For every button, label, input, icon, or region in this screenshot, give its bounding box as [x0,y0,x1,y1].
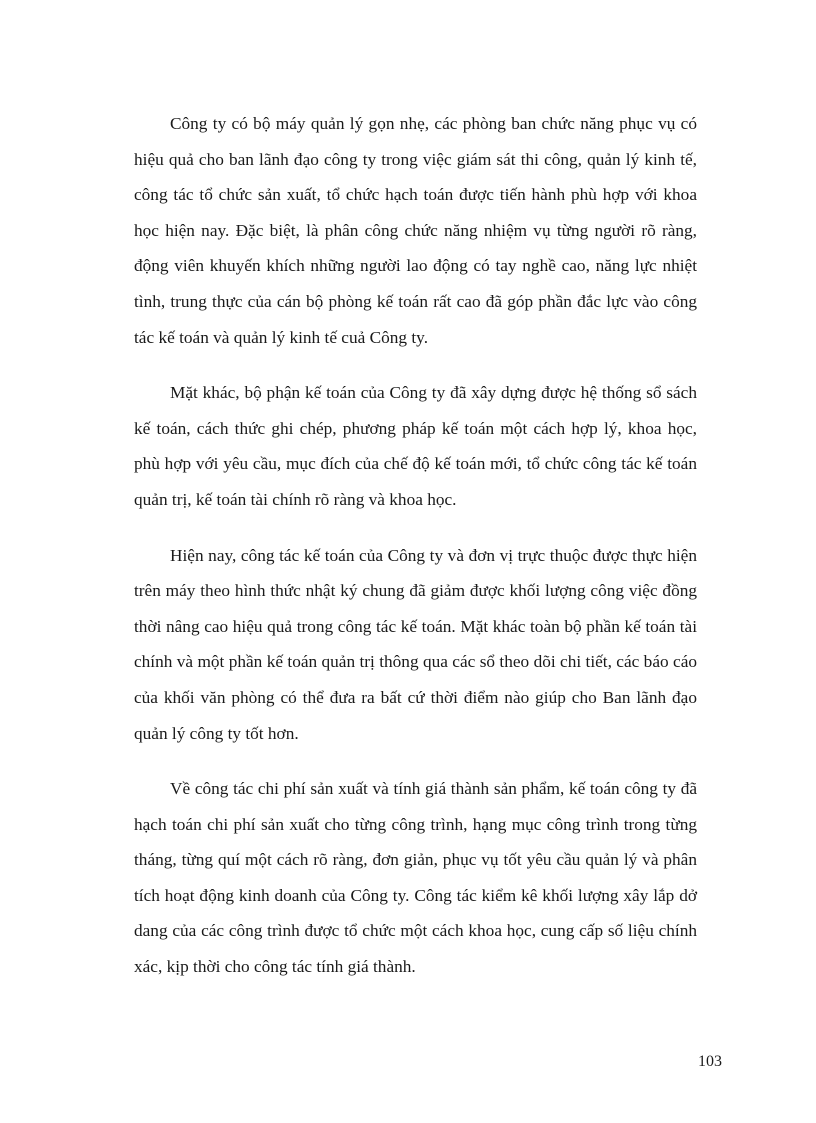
paragraph-4: Về công tác chi phí sản xuất và tính giá thành sản phẩm, kế toán công ty đã hạch toán chi phí sản xuất cho từng công trình, hạng mục công trình trong từng tháng, từng quí một cách rõ ràng, đơn giản, phục vụ tốt yêu cầu quản lý và phân tích hoạt động kinh doanh của Công ty. Công tác kiểm kê khối lượng xây lắp dở dang của các công trình được tổ chức một cách khoa học, cung cấp số liệu chính xác, kịp thời cho công tác tính giá thành. [134,779,697,977]
document-body [134,106,697,1005]
paragraph-3: Hiện nay, công tác kế toán của Công ty và đơn vị trực thuộc được thực hiện trên máy theo hình thức nhật ký chung đã giảm được khối lượng công việc đồng thời nâng cao hiệu quả trong công tác kế toán. Mặt khác toàn bộ phần kế toán tài chính và một phần kế toán quản trị thông qua các sổ theo dõi chi tiết, các báo cáo của khối văn phòng có thể đưa ra bất cứ thời điểm nào giúp cho Ban lãnh đạo quản lý công ty tốt hơn. [134,545,697,743]
paragraph-2: Mặt khác, bộ phận kế toán của Công ty đã xây dựng được hệ thống sổ sách kế toán, cách thức ghi chép, phương pháp kế toán một cách hợp lý, khoa học, phù hợp với yêu cầu, mục đích của chế độ kế toán mới, tổ chức công tác kế toán quản trị, kế toán tài chính rõ ràng và khoa học. [134,383,697,509]
page-number: 103 [698,1053,722,1070]
paragraph-1: Công ty có bộ máy quản lý gọn nhẹ, các phòng ban chức năng phục vụ có hiệu quả cho ban lãnh đạo công ty trong việc giám sát thi công, quản lý kinh tế, công tác tổ chức sản xuất, tổ chức hạch toán được tiến hành phù hợp với khoa học hiện nay. Đặc biệt, là phân công chức năng nhiệm vụ từng người rõ ràng, động viên khuyến khích những người lao động có tay nghề cao, năng lực nhiệt tình, trung thực của cán bộ phòng kế toán rất cao đã góp phần đắc lực vào công tác kế toán và quản lý kinh tế cuả Công ty. [134,114,697,347]
